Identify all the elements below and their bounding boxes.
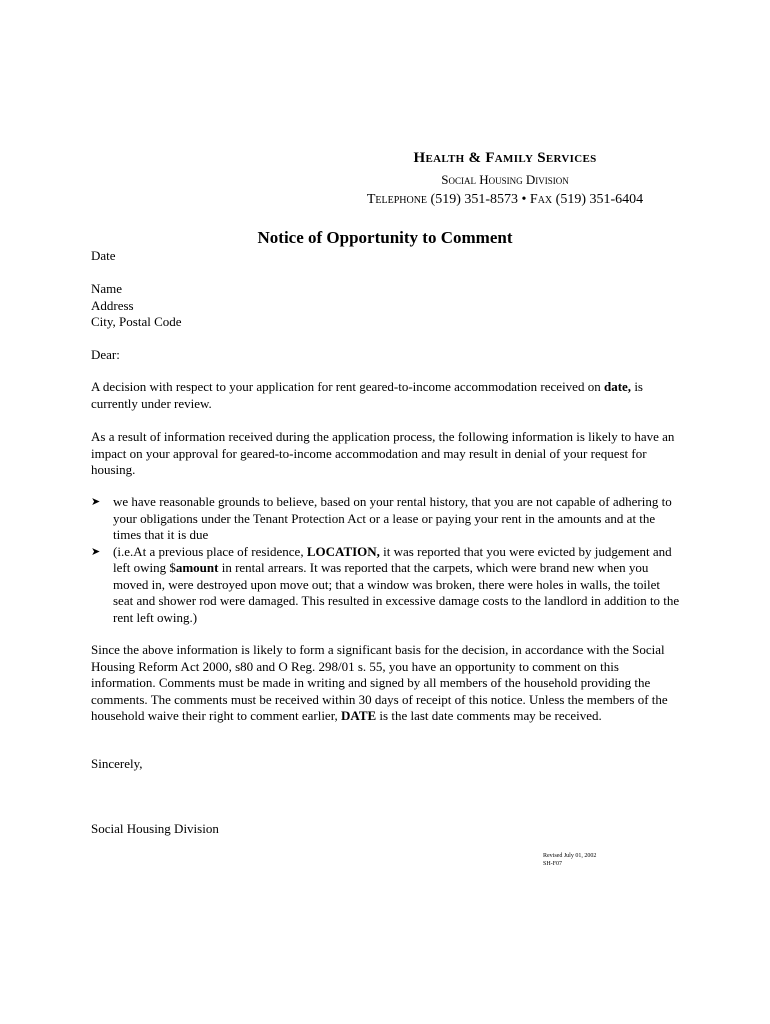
document-title: Notice of Opportunity to Comment: [257, 228, 513, 247]
revision-date: Revised July 01, 2002: [543, 853, 597, 859]
paragraph-1: [91, 379, 681, 412]
paragraph-3: [91, 642, 681, 725]
closing: Sincerely,: [91, 756, 143, 771]
salutation: Dear:: [91, 347, 120, 362]
signature-block: Social Housing Division: [91, 821, 219, 836]
paragraph-3-text: Since the above information is likely to form a significant basis for the decision, in accordance with the Social Housing Reform Act 2000, s80 and O Reg. 298/01 s. 55, you have an opportunity to comment on this information. Comments must be made in writing and signed by all members of the household providing the comments. The comments must be received within 30 days of receipt of this notice. Unless the members of the household waive their right to comment earlier,: [91, 642, 668, 723]
revision-note: [543, 852, 596, 868]
paragraph-3-date: DATE: [341, 708, 377, 723]
bullet-2-text: (i.e.At a previous place of residence,: [113, 543, 307, 559]
bullet-2-location: LOCATION,: [306, 543, 380, 559]
bullet-2-text-3: in rental arrears. It was reported that the carpets, which were brand new when you moved in, were destroyed upon move out; that a window was broken, there were holes in walls, the toilet seat and shower rod were damaged. This resulted in excessive damage costs to the landlord in addition to the rent left owing.): [113, 560, 680, 625]
letterhead-contact: Telephone (519) 351-8573 • Fax (519) 351-6404: [366, 192, 644, 207]
recipient-address: [91, 281, 681, 331]
recipient-city: City, Postal Code: [91, 314, 182, 329]
date-line: Date: [91, 248, 116, 263]
letterhead-organization: Health & Family Services: [413, 150, 597, 166]
paragraph-1-date: date,: [603, 379, 632, 394]
recipient-name: Name: [91, 281, 123, 296]
arrow-bullet-icon: ➤: [91, 496, 101, 508]
form-code: SH-F07: [543, 861, 563, 867]
bullet-list: [91, 494, 681, 626]
paragraph-2: As a result of information received during the application process, the following information is likely to have an impact on your approval for geared-to-income accommodation and may result in denial of your request for housing.: [91, 429, 675, 477]
bullet-1-text: we have reasonable grounds to believe, based on your rental history, that you are not capable of adhering to your obligations under the Tenant Protection Act or a lease or paying your rent in the amounts and at the times that it is due: [113, 494, 672, 542]
letterhead-division: Social Housing Division: [441, 172, 569, 187]
recipient-street: Address: [91, 297, 134, 313]
paragraph-3-end: is the last date comments may be received.: [376, 708, 602, 723]
bullet-item-1: [91, 494, 681, 544]
arrow-bullet-icon: ➤: [91, 545, 101, 558]
paragraph-1-end: is currently under review.: [91, 379, 643, 411]
bullet-item-2: [91, 544, 681, 627]
bullet-2-text-2: it was reported that you were evicted by judgement and left owing $: [113, 543, 672, 575]
paragraph-1-text: A decision with respect to your application for rent geared-to-income accommodation received on: [91, 379, 604, 394]
bullet-2-amount: amount: [175, 560, 219, 575]
